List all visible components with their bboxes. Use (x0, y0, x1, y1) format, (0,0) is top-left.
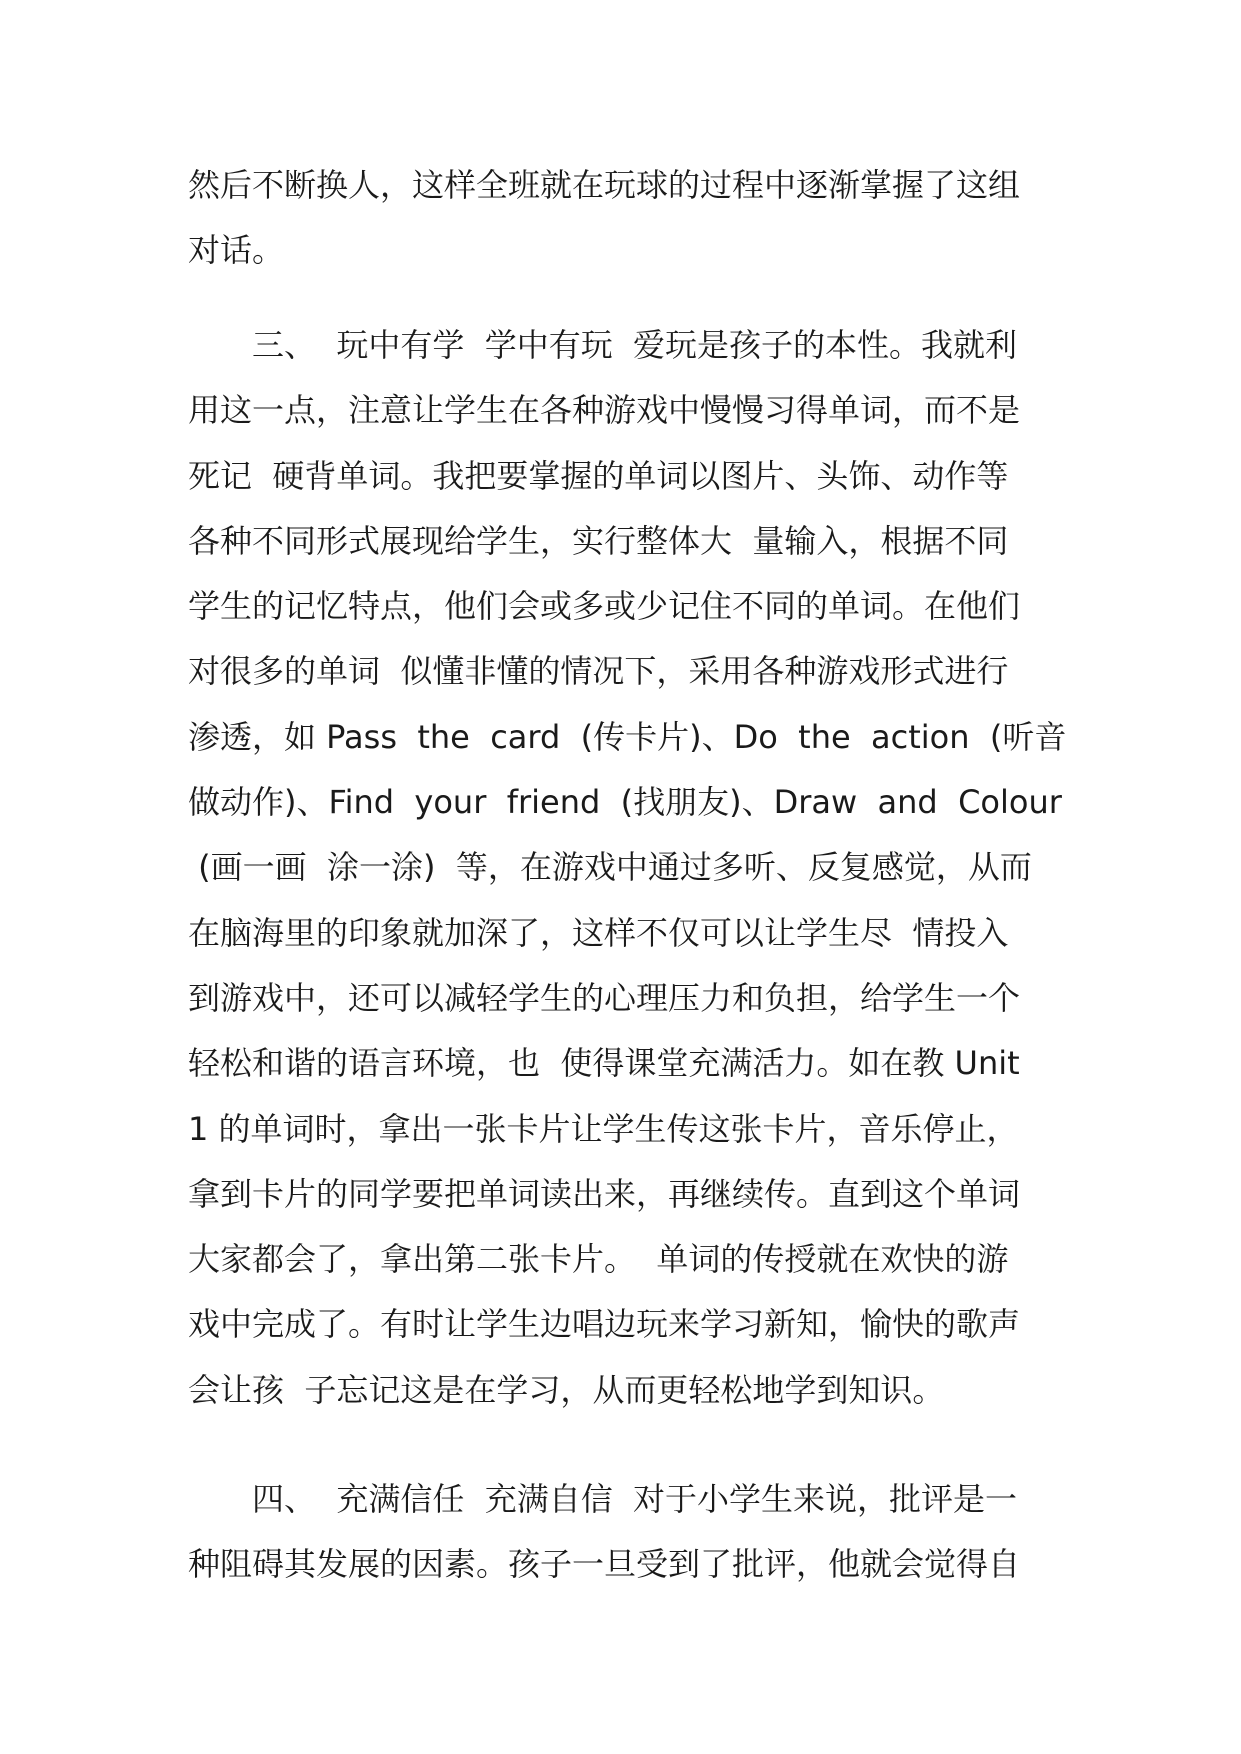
text-line: 渗透，如 Pass the card (传卡片)、Do the action (听音 (188, 717, 1067, 756)
text-line: 戏中完成了。有时让学生边唱边玩来学习新知，愉快的歌声 (188, 1305, 1021, 1344)
text-line: 四、 充满信任 充满自信 对于小学生来说，批评是一 (188, 1480, 1018, 1518)
paragraph-section-three (188, 313, 1068, 1423)
text-line: 会让孩 子忘记这是在学习，从而更轻松地学到知识。 (188, 1370, 945, 1409)
text-line: 1 的单词时，拿出一张卡片让学生传这张卡片，音乐停止， (188, 1109, 1019, 1148)
text-line: 然后不断换人，这样全班就在玩球的过程中逐渐掌握了这组 (188, 166, 1021, 204)
text-line: 对很多的单词 似懂非懂的情况下，采用各种游戏形式进行 (188, 652, 1009, 691)
text-line: 在脑海里的印象就加深了，这样不仅可以让学生尽 情投入 (188, 913, 1009, 952)
text-line: 用这一点，注意让学生在各种游戏中慢慢习得单词，而不是 (188, 391, 1021, 430)
text-line: 种阻碍其发展的因素。孩子一旦受到了批评，他就会觉得自 (188, 1545, 1021, 1584)
paragraph-continuation (188, 153, 1068, 284)
text-line: 到游戏中，还可以减轻学生的心理压力和负担，给学生一个 (188, 978, 1021, 1017)
text-line: 拿到卡片的同学要把单词读出来，再继续传。直到这个单词 (188, 1174, 1021, 1213)
text-line: 各种不同形式展现给学生，实行整体大 量输入，根据不同 (188, 521, 1009, 560)
text-line: 死记 硬背单词。我把要掌握的单词以图片、头饰、动作等 (188, 456, 1009, 495)
text-line: (画一画 涂一涂) 等，在游戏中通过多听、反复感觉，从而 (188, 848, 1032, 887)
text-line: 做动作)、Find your friend (找朋友)、Draw and Colour (188, 783, 1062, 822)
text-line: 大家都会了，拿出第二张卡片。 单词的传授就在欢快的游 (188, 1240, 1009, 1279)
paragraph-section-four (188, 1467, 1068, 1598)
text-line: 对话。 (188, 231, 285, 270)
text-line: 学生的记忆特点，他们会或多或少记住不同的单词。在他们 (188, 587, 1021, 626)
text-line: 三、 玩中有学 学中有玩 爱玩是孩子的本性。我就利 (188, 326, 1018, 364)
text-line: 轻松和谐的语言环境，也 使得课堂充满活力。如在教 Unit (188, 1044, 1020, 1083)
